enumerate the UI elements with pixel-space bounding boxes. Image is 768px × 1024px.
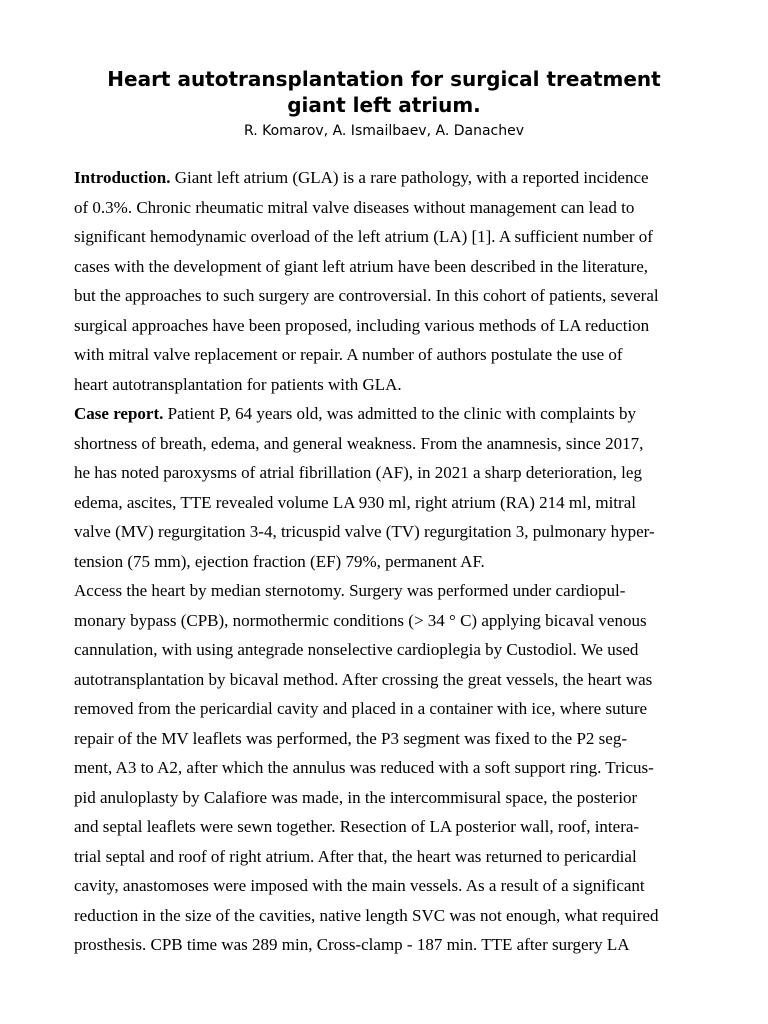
text-line: shortness of breath, edema, and general weakness. From the anamnesis, since 2017, bbox=[74, 433, 644, 453]
title-line: Heart autotransplantation for surgical treatment bbox=[107, 67, 661, 91]
text-line: Introduction. Giant left atrium (GLA) is a rare pathology, with a reported incidence bbox=[74, 168, 649, 187]
text-line: monary bypass (CPB), normothermic conditions (> 34 ° C) applying bicaval venous bbox=[74, 610, 647, 630]
text-line: tension (75 mm), ejection fraction (EF) 79%, permanent AF. bbox=[74, 551, 485, 571]
case-report-paragraph bbox=[74, 399, 714, 576]
text-line: of 0.3%. Chronic rheumatic mitral valve diseases without management can lead to bbox=[74, 197, 635, 217]
text-line: but the approaches to such surgery are controversial. In this cohort of patients, several bbox=[74, 286, 659, 305]
paper-body bbox=[74, 163, 714, 960]
text-line: removed from the pericardial cavity and placed in a container with ice, where suture bbox=[74, 699, 648, 718]
text-line: he has noted paroxysms of atrial fibrillation (AF), in 2021 a sharp deterioration, leg bbox=[74, 463, 642, 482]
text-line: reduction in the size of the cavities, native length SVC was not enough, what required bbox=[74, 905, 659, 925]
surgery-paragraph bbox=[74, 576, 714, 960]
text-line: valve (MV) regurgitation 3-4, tricuspid valve (TV) regurgitation 3, pulmonary hyper- bbox=[74, 522, 655, 541]
text-line: ment, A3 to A2, after which the annulus was reduced with a soft support ring. Tricus- bbox=[74, 758, 654, 777]
text-line: significant hemodynamic overload of the left atrium (LA) [1]. A sufficient number of bbox=[74, 227, 653, 246]
text-line: heart autotransplantation for patients with GLA. bbox=[74, 374, 402, 394]
text-line: trial septal and roof of right atrium. After that, the heart was returned to pericardial bbox=[74, 846, 637, 866]
text-line: cases with the development of giant left atrium have been described in the literature, bbox=[74, 256, 649, 276]
text-line: Case report. Patient P, 64 years old, was admitted to the clinic with complaints by bbox=[74, 404, 637, 423]
text-line: pid anuloplasty by Calafiore was made, in the intercommisural space, the posterior bbox=[74, 787, 638, 807]
title-line: giant left atrium. bbox=[287, 93, 481, 117]
text-line: autotransplantation by bicaval method. After crossing the great vessels, the heart was bbox=[74, 669, 653, 689]
text-line: cavity, anastomoses were imposed with the main vessels. As a result of a significant bbox=[74, 876, 645, 895]
introduction-heading: Introduction. bbox=[74, 168, 171, 187]
text-line: Access the heart by median sternotomy. Surgery was performed under cardiopul- bbox=[74, 581, 626, 600]
paper-title bbox=[80, 66, 688, 118]
text-line: with mitral valve replacement or repair. A number of authors postulate the use of bbox=[74, 345, 623, 364]
author-list: R. Komarov, A. Ismailbaev, A. Danachev bbox=[243, 123, 525, 139]
text-line: prosthesis. CPB time was 289 min, Cross-clamp - 187 min. TTE after surgery LA bbox=[74, 935, 630, 954]
case-report-heading: Case report. bbox=[74, 404, 164, 423]
text-line: surgical approaches have been proposed, including various methods of LA reduction bbox=[74, 315, 650, 335]
text-line: and septal leaflets were sewn together. Resection of LA posterior wall, roof, intera- bbox=[74, 817, 640, 836]
text-line: cannulation, with using antegrade nonselective cardioplegia by Custodiol. We used bbox=[74, 640, 639, 659]
introduction-paragraph bbox=[74, 163, 714, 399]
text-line: edema, ascites, TTE revealed volume LA 930 ml, right atrium (RA) 214 ml, mitral bbox=[74, 492, 636, 512]
text-line: repair of the MV leaflets was performed, the P3 segment was fixed to the P2 seg- bbox=[74, 728, 627, 748]
